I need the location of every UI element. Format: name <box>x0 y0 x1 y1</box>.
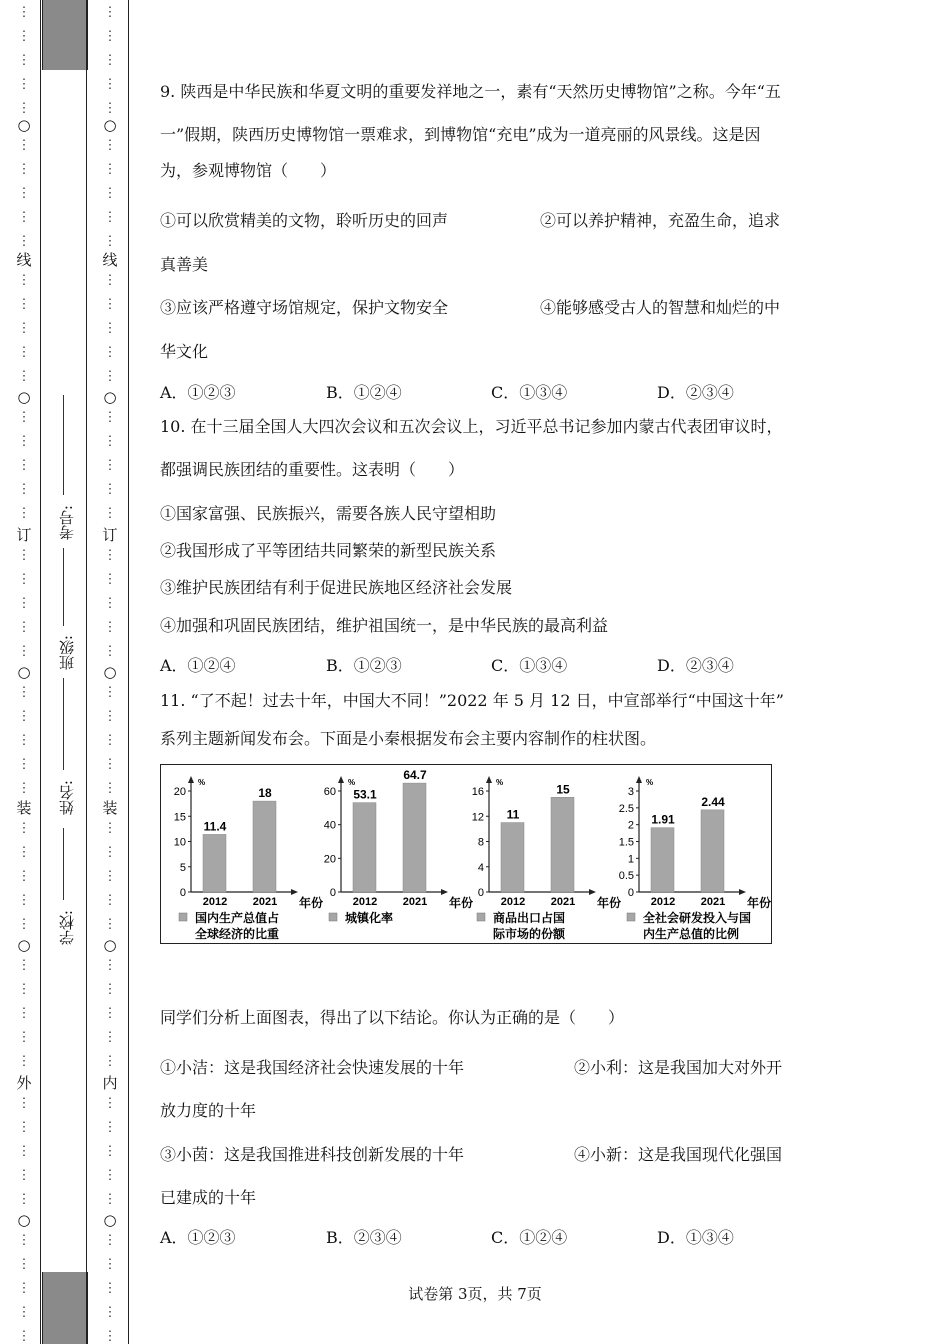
outer-mark: 装 <box>16 799 32 817</box>
q9-stem-line-2: 一”假期，陕西历史博物馆一票难求，到博物馆“充电”成为一道亮丽的风景线。这是因 <box>160 125 761 144</box>
y-tick-label: 60 <box>323 786 336 798</box>
inner-mark: ○ <box>103 388 117 406</box>
q10-option-c[interactable]: C．①③④ <box>491 656 568 675</box>
data-label: 15 <box>556 782 570 797</box>
outer-dots: ⋮ <box>17 186 31 201</box>
outer-dots: ⋮ <box>17 917 31 932</box>
outer-dotted-column <box>14 0 34 1344</box>
exam-number-label: 考号: <box>58 505 76 541</box>
data-label: 11 <box>506 807 520 822</box>
y-tick-label: 1 <box>627 853 634 866</box>
y-tick-label: 0 <box>329 887 336 899</box>
legend-swatch <box>329 913 337 921</box>
q9-option-b[interactable]: B．①②④ <box>326 383 402 402</box>
q9-statement-4: ④能够感受古人的智慧和灿烂的中 <box>540 298 781 317</box>
x-axis-arrow <box>589 889 596 895</box>
inner-dots: ⋮ <box>103 685 117 700</box>
y-tick-label: 40 <box>323 819 336 832</box>
inner-mark: 内 <box>102 1074 118 1092</box>
y-tick-label: 0.5 <box>618 870 634 883</box>
y-tick-label: 8 <box>477 836 484 849</box>
inner-dots: ⋮ <box>103 1144 117 1159</box>
bar-2021 <box>551 797 574 892</box>
outer-mark: ○ <box>17 663 31 681</box>
inner-dots: ⋮ <box>103 757 117 772</box>
outer-dots: ⋮ <box>17 781 31 796</box>
outer-dots: ⋮ <box>17 434 31 449</box>
inner-dots: ⋮ <box>103 297 117 312</box>
inner-dots: ⋮ <box>103 458 117 473</box>
binding-border-outer <box>40 0 41 1344</box>
inner-dots: ⋮ <box>103 29 117 44</box>
inner-mark: ○ <box>103 936 117 954</box>
inner-dots: ⋮ <box>103 273 117 288</box>
q9-statement-2: ②可以养护精神，充盈生命，追求 <box>540 211 781 230</box>
page-footer: 试卷第 3页，共 7页 <box>408 1285 542 1303</box>
x-axis-arrow <box>739 889 746 895</box>
outer-dots: ⋮ <box>17 1329 31 1344</box>
y-tick-label: 1.5 <box>618 836 634 849</box>
outer-dots: ⋮ <box>17 1257 31 1272</box>
outer-mark: ○ <box>17 388 31 406</box>
x-tick-label: 2012 <box>202 896 228 908</box>
q9-statement-1: ①可以欣赏精美的文物，聆听历史的回声 <box>160 211 449 230</box>
q9-option-d[interactable]: D．②③④ <box>657 383 734 402</box>
data-label: 1.91 <box>651 812 675 827</box>
q11-statement-1: ①小洁：这是我国经济社会快速发展的十年 <box>160 1058 465 1077</box>
inner-dots: ⋮ <box>103 53 117 68</box>
inner-dots: ⋮ <box>103 1281 117 1296</box>
q11-option-b[interactable]: B．②③④ <box>326 1228 402 1247</box>
outer-mark: ○ <box>17 936 31 954</box>
inner-dots: ⋮ <box>103 781 117 796</box>
q11-statement-4-cont: 已建成的十年 <box>160 1188 257 1207</box>
bar-2012 <box>501 823 524 892</box>
outer-dots: ⋮ <box>17 210 31 225</box>
class-line <box>63 548 64 626</box>
data-label: 53.1 <box>353 787 377 802</box>
bar-2012 <box>203 834 226 892</box>
bar-2021 <box>701 810 724 892</box>
name-line <box>63 678 64 770</box>
data-label: 2.44 <box>701 794 725 809</box>
outer-dots: ⋮ <box>17 1030 31 1045</box>
inner-dots: ⋮ <box>103 1257 117 1272</box>
inner-dots: ⋮ <box>103 506 117 521</box>
y-tick-label: 2 <box>627 819 634 832</box>
inner-dots: ⋮ <box>103 1305 117 1320</box>
inner-dots: ⋮ <box>103 5 117 20</box>
inner-dots: ⋮ <box>103 482 117 497</box>
inner-dots: ⋮ <box>103 345 117 360</box>
data-label: 11.4 <box>203 819 227 834</box>
x-axis-label: 年份 <box>597 896 622 910</box>
bar-2021 <box>253 801 276 892</box>
y-tick-label: 0 <box>477 887 484 899</box>
x-tick-label: 2021 <box>700 896 726 908</box>
q10-option-d[interactable]: D．②③④ <box>657 656 734 675</box>
q9-option-a[interactable]: A．①②③ <box>160 383 236 402</box>
q11-stem-line-2: 系列主题新闻发布会。下面是小秦根据发布会主要内容制作的柱状图。 <box>160 729 657 748</box>
q11-stem-line-3: 同学们分析上面图表，得出了以下结论。你认为正确的是（ ） <box>160 1008 625 1027</box>
outer-dots: ⋮ <box>17 1096 31 1111</box>
x-tick-label: 2021 <box>402 896 428 908</box>
outer-dots: ⋮ <box>17 821 31 836</box>
inner-dots: ⋮ <box>103 369 117 384</box>
q9-stem-line-1: 9. 陕西是中华民族和华夏文明的重要发祥地之一，素有“天然历史博物馆”之称。今年“五 <box>160 82 781 101</box>
inner-mark: 线 <box>102 251 118 269</box>
outer-dots: ⋮ <box>17 548 31 563</box>
inner-dots: ⋮ <box>103 869 117 884</box>
outer-mark: ○ <box>17 1211 31 1229</box>
q10-statement-4: ④加强和巩固民族团结，维护祖国统一，是中华民族的最高利益 <box>160 616 609 635</box>
outer-dots: ⋮ <box>17 101 31 116</box>
x-tick-label: 2012 <box>352 896 378 908</box>
y-axis-arrow <box>636 776 642 783</box>
legend-label: 国内生产总值占 <box>195 911 280 925</box>
x-axis-arrow <box>441 889 448 895</box>
school-line <box>63 828 64 900</box>
outer-dots: ⋮ <box>17 620 31 635</box>
x-tick-label: 2012 <box>650 896 676 908</box>
outer-dots: ⋮ <box>17 644 31 659</box>
inner-dots: ⋮ <box>103 821 117 836</box>
legend-swatch <box>477 913 485 921</box>
outer-dots: ⋮ <box>17 234 31 249</box>
outer-dots: ⋮ <box>17 1120 31 1135</box>
outer-dots: ⋮ <box>17 1168 31 1183</box>
y-tick-label: 16 <box>471 786 484 798</box>
q11-option-a[interactable]: A．①②③ <box>160 1228 236 1247</box>
legend-label: 内生产总值的比例 <box>643 927 740 941</box>
outer-dots: ⋮ <box>17 506 31 521</box>
outer-dots: ⋮ <box>17 162 31 177</box>
inner-dots: ⋮ <box>103 1006 117 1021</box>
inner-dots: ⋮ <box>103 733 117 748</box>
exam-number-line <box>63 395 64 495</box>
q9-option-c[interactable]: C．①③④ <box>491 383 568 402</box>
inner-dots: ⋮ <box>103 410 117 425</box>
unit-label: % <box>198 778 206 787</box>
inner-dots: ⋮ <box>103 1030 117 1045</box>
inner-dots: ⋮ <box>103 1096 117 1111</box>
q11-option-d[interactable]: D．①③④ <box>657 1228 734 1247</box>
inner-mark: ○ <box>103 116 117 134</box>
outer-dots: ⋮ <box>17 893 31 908</box>
inner-dots: ⋮ <box>103 321 117 336</box>
outer-dots: ⋮ <box>17 845 31 860</box>
y-tick-label: 3 <box>627 786 634 798</box>
inner-mark: ○ <box>103 1211 117 1229</box>
inner-dots: ⋮ <box>103 644 117 659</box>
outer-dots: ⋮ <box>17 982 31 997</box>
inner-dots: ⋮ <box>103 234 117 249</box>
q11-stem-line-1: 11. “了不起！过去十年，中国大不同！”2022 年 5 月 12 日，中宣部举行“中国这十年” <box>160 691 784 710</box>
unit-label: % <box>348 778 356 787</box>
inner-dots: ⋮ <box>103 1120 117 1135</box>
y-tick-label: 2.5 <box>618 802 634 815</box>
q10-option-b[interactable]: B．①②③ <box>326 656 402 675</box>
outer-dots: ⋮ <box>17 369 31 384</box>
y-axis-arrow <box>486 776 492 783</box>
outer-dots: ⋮ <box>17 458 31 473</box>
x-axis-label: 年份 <box>747 896 772 910</box>
outer-dots: ⋮ <box>17 596 31 611</box>
q9-stem-line-3: 为，参观博物馆（ ） <box>160 161 337 180</box>
bar-2021 <box>403 783 426 892</box>
x-axis-label: 年份 <box>299 896 324 910</box>
school-label: 学校: <box>58 910 76 946</box>
inner-dots: ⋮ <box>103 1233 117 1248</box>
outer-mark: ○ <box>17 116 31 134</box>
class-label: 班级: <box>58 635 76 671</box>
gray-band-top <box>42 0 88 70</box>
binding-border-inner <box>128 0 129 1344</box>
bar-2012 <box>651 828 674 892</box>
inner-dots: ⋮ <box>103 77 117 92</box>
outer-dots: ⋮ <box>17 733 31 748</box>
q10-stem-line-2: 都强调民族团结的重要性。这表明（ ） <box>160 460 465 479</box>
outer-dots: ⋮ <box>17 1192 31 1207</box>
y-tick-label: 12 <box>471 811 484 824</box>
outer-dots: ⋮ <box>17 29 31 44</box>
inner-dots: ⋮ <box>103 1168 117 1183</box>
outer-mark: 外 <box>16 1074 32 1092</box>
outer-dots: ⋮ <box>17 709 31 724</box>
inner-dots: ⋮ <box>103 893 117 908</box>
outer-dots: ⋮ <box>17 1281 31 1296</box>
data-label: 64.7 <box>403 768 427 783</box>
inner-mark: 订 <box>102 526 118 544</box>
inner-dots: ⋮ <box>103 1192 117 1207</box>
inner-dots: ⋮ <box>103 958 117 973</box>
q11-statement-2-cont: 放力度的十年 <box>160 1101 257 1120</box>
y-tick-label: 0 <box>627 887 634 899</box>
inner-dots: ⋮ <box>103 138 117 153</box>
outer-dots: ⋮ <box>17 138 31 153</box>
q10-stem-line-1: 10. 在十三届全国人大四次会议和五次会议上，习近平总书记参加内蒙古代表团审议时， <box>160 417 783 436</box>
outer-dots: ⋮ <box>17 345 31 360</box>
y-tick-label: 20 <box>173 786 186 798</box>
unit-label: % <box>496 778 504 787</box>
legend-label: 商品出口占国 <box>493 911 566 925</box>
legend-label: 城镇化率 <box>345 911 394 925</box>
bar-2012 <box>353 803 376 892</box>
outer-mark: 线 <box>16 251 32 269</box>
legend-label: 际市场的份额 <box>493 927 566 941</box>
outer-mark: 订 <box>16 526 32 544</box>
q11-statement-2: ②小利：这是我国加大对外开 <box>574 1058 783 1077</box>
outer-dots: ⋮ <box>17 53 31 68</box>
bar-chart-figure <box>160 764 772 944</box>
inner-dots: ⋮ <box>103 572 117 587</box>
legend-label: 全社会研发投入与国 <box>643 911 752 925</box>
unit-label: % <box>646 778 654 787</box>
outer-dots: ⋮ <box>17 1233 31 1248</box>
binding-border-middle <box>86 0 87 1344</box>
x-axis-label: 年份 <box>449 896 474 910</box>
binding-strip <box>0 0 130 1344</box>
inner-dots: ⋮ <box>103 845 117 860</box>
q10-option-a[interactable]: A．①②④ <box>160 656 236 675</box>
inner-dots: ⋮ <box>103 917 117 932</box>
legend-label: 全球经济的比重 <box>195 927 280 941</box>
inner-dots: ⋮ <box>103 186 117 201</box>
outer-dots: ⋮ <box>17 77 31 92</box>
y-tick-label: 15 <box>173 811 186 824</box>
x-tick-label: 2021 <box>252 896 278 908</box>
inner-dots: ⋮ <box>103 620 117 635</box>
q10-statement-1: ①国家富强、民族振兴，需要各族人民守望相助 <box>160 504 497 523</box>
y-tick-label: 20 <box>323 853 336 866</box>
outer-dots: ⋮ <box>17 5 31 20</box>
q11-option-c[interactable]: C．①②④ <box>491 1228 568 1247</box>
inner-dots: ⋮ <box>103 162 117 177</box>
y-tick-label: 0 <box>179 887 186 899</box>
outer-dots: ⋮ <box>17 757 31 772</box>
y-tick-label: 10 <box>173 836 186 849</box>
inner-dots: ⋮ <box>103 101 117 116</box>
outer-dots: ⋮ <box>17 273 31 288</box>
inner-dots: ⋮ <box>103 709 117 724</box>
inner-dots: ⋮ <box>103 1329 117 1344</box>
q9-statement-3: ③应该严格遵守场馆规定，保护文物安全 <box>160 298 449 317</box>
outer-dots: ⋮ <box>17 1006 31 1021</box>
y-tick-label: 4 <box>477 861 484 874</box>
inner-dots: ⋮ <box>103 548 117 563</box>
q10-statement-2: ②我国形成了平等团结共同繁荣的新型民族关系 <box>160 541 497 560</box>
outer-dots: ⋮ <box>17 1144 31 1159</box>
x-tick-label: 2012 <box>500 896 526 908</box>
outer-dots: ⋮ <box>17 685 31 700</box>
bar-charts-svg <box>161 765 773 945</box>
outer-dots: ⋮ <box>17 572 31 587</box>
inner-dots: ⋮ <box>103 982 117 997</box>
outer-dots: ⋮ <box>17 410 31 425</box>
outer-dots: ⋮ <box>17 1305 31 1320</box>
outer-dots: ⋮ <box>17 482 31 497</box>
legend-swatch <box>179 913 187 921</box>
q9-statement-4-cont: 华文化 <box>160 342 209 361</box>
x-tick-label: 2021 <box>550 896 576 908</box>
outer-dots: ⋮ <box>17 869 31 884</box>
q9-statement-2-cont: 真善美 <box>160 255 209 274</box>
inner-dots: ⋮ <box>103 210 117 225</box>
inner-dots: ⋮ <box>103 434 117 449</box>
y-tick-label: 5 <box>179 861 186 874</box>
inner-dotted-column <box>100 0 120 1344</box>
y-axis-arrow <box>338 776 344 783</box>
data-label: 18 <box>258 786 272 801</box>
q11-statement-3: ③小茵：这是我国推进科技创新发展的十年 <box>160 1145 465 1164</box>
y-axis-arrow <box>188 776 194 783</box>
inner-mark: ○ <box>103 663 117 681</box>
inner-dots: ⋮ <box>103 1054 117 1069</box>
outer-dots: ⋮ <box>17 297 31 312</box>
inner-mark: 装 <box>102 799 118 817</box>
outer-dots: ⋮ <box>17 321 31 336</box>
q11-statement-4: ④小新：这是我国现代化强国 <box>574 1145 783 1164</box>
outer-dots: ⋮ <box>17 1054 31 1069</box>
q10-statement-3: ③维护民族团结有利于促进民族地区经济社会发展 <box>160 578 513 597</box>
x-axis-arrow <box>291 889 298 895</box>
name-label: 姓名: <box>58 780 76 816</box>
legend-swatch <box>627 913 635 921</box>
inner-dots: ⋮ <box>103 596 117 611</box>
outer-dots: ⋮ <box>17 958 31 973</box>
